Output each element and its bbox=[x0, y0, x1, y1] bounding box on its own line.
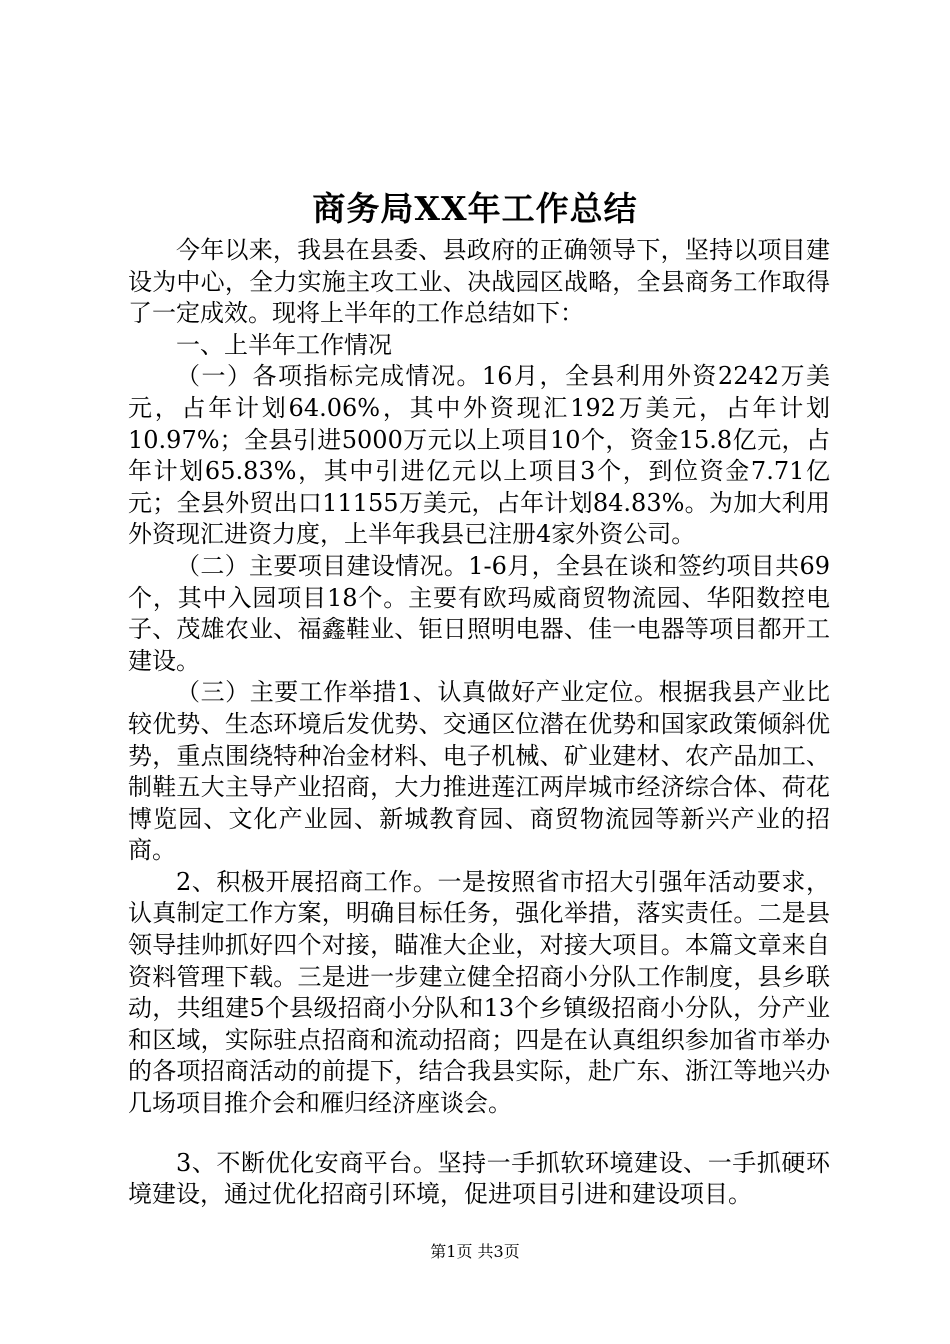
project-construction-paragraph: （二）主要项目建设情况。1-6月，全县在谈和签约项目共69个，其中入园项目18个。主要有欧玛威商贸物流园、华阳数控电子、茂雄农业、福鑫鞋业、钜日照明电器、佳一电器等项目都开工建设。 bbox=[128, 551, 830, 675]
indicator-paragraph: （一）各项指标完成情况。16月，全县利用外资2242万美元，占年计划64.06%，其中外资现汇192万美元，占年计划10.97%；全县引进5000万元以上项目10个，资金15.8亿元，占年计划65.83%，其中引进亿元以上项目3个，到位资金7.71亿元；全县外贸出口11155万美元，占年计划84.83%。为加大利用外资现汇进资力度，上半年我县已注册4家外资公司。 bbox=[128, 362, 830, 549]
intro-paragraph: 今年以来，我县在县委、县政府的正确领导下，坚持以项目建设为中心，全力实施主攻工业、决战园区战略，全县商务工作取得了一定成效。现将上半年的工作总结如下： bbox=[128, 236, 830, 328]
measures-paragraph: （三）主要工作举措1、认真做好产业定位。根据我县产业比较优势、生态环境后发优势、交通区位潜在优势和国家政策倾斜优势，重点围绕特种冶金材料、电子机械、矿业建材、农产品加工、制鞋五大主导产业招商，大力推进莲江两岸城市经济综合体、荷花博览园、文化产业园、新城教育园、商贸物流园等新兴产业的招商。 bbox=[128, 678, 830, 865]
document-body bbox=[128, 235, 830, 1211]
platform-paragraph: 3、不断优化安商平台。坚持一手抓软环境建设、一手抓硬环境建设，通过优化招商引环境，促进项目引进和建设项目。 bbox=[128, 1148, 830, 1209]
section-heading-first-half: 一、上半年工作情况 bbox=[176, 330, 392, 359]
page-footer: 第1页 共3页 bbox=[430, 1242, 520, 1261]
investment-work-paragraph: 2、积极开展招商工作。一是按照省市招大引强年活动要求，认真制定工作方案，明确目标任务，强化举措，落实责任。二是县领导挂帅抓好四个对接，瞄准大企业，对接大项目。本篇文章来自资料管理下载。三是进一步建立健全招商小分队工作制度，县乡联动，共组建5个县级招商小分队和13个乡镇级招商小分队，分产业和区域，实际驻点招商和流动招商；四是在认真组织参加省市举办的各项招商活动的前提下，结合我县实际，赴广东、浙江等地兴办几场项目推介会和雁归经济座谈会。 bbox=[128, 867, 830, 1118]
document-title: 商务局XX年工作总结 bbox=[312, 189, 638, 228]
